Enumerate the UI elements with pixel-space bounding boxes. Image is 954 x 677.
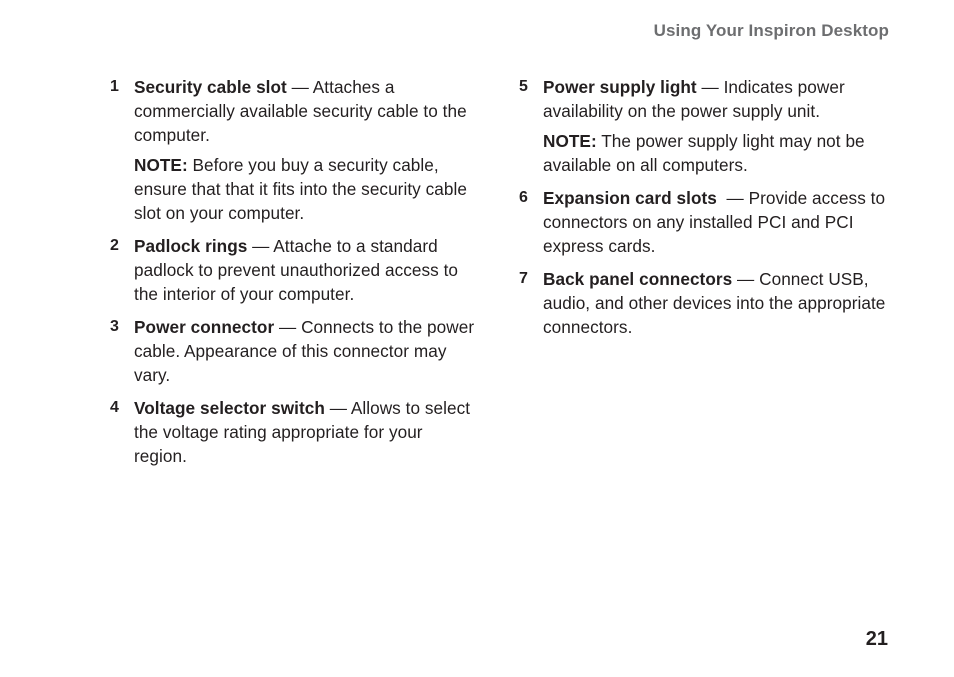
list-item-expansion-card-slots	[519, 186, 889, 258]
item-text: — Connects to the power cable. Appearance of this connector may vary.	[134, 317, 475, 385]
item-text: — Indicates power availability on the power supply unit.	[543, 77, 845, 121]
item-description	[134, 75, 480, 147]
list-item-security-cable-slot	[110, 75, 480, 225]
page-number: 21	[865, 628, 888, 650]
item-number: 7	[519, 270, 528, 287]
right-column	[519, 75, 889, 348]
item-term: Power connector	[134, 317, 275, 337]
item-term: Security cable slot	[134, 77, 287, 97]
item-number: 2	[110, 237, 119, 254]
note-label: NOTE:	[543, 131, 597, 151]
left-column	[110, 75, 480, 477]
note-text: Before you buy a security cable, ensure that that it fits into the security cable slot on your computer.	[134, 155, 467, 223]
item-number: 1	[110, 78, 119, 95]
item-number: 4	[110, 399, 119, 416]
item-number: 5	[519, 78, 528, 95]
item-term: Back panel connectors	[543, 269, 733, 289]
item-description	[134, 315, 480, 387]
list-item-power-connector	[110, 315, 480, 387]
item-text: — Allows to select the voltage rating appropriate for your region.	[134, 398, 471, 466]
item-note	[543, 129, 889, 177]
note-label: NOTE:	[134, 155, 188, 175]
item-number: 3	[110, 318, 119, 335]
item-description	[134, 396, 480, 468]
list-item-power-supply-light	[519, 75, 889, 177]
item-term: Expansion card slots	[543, 188, 717, 208]
list-item-voltage-selector-switch	[110, 396, 480, 468]
item-text: — Attaches a commercially available security cable to the computer.	[134, 77, 467, 145]
item-term: Power supply light	[543, 77, 697, 97]
item-text: — Attache to a standard padlock to prevent unauthorized access to the interior of your computer.	[134, 236, 459, 304]
item-term: Voltage selector switch	[134, 398, 325, 418]
item-text: — Connect USB, audio, and other devices into the appropriate connectors.	[543, 269, 886, 337]
list-item-back-panel-connectors	[519, 267, 889, 339]
list-item-padlock-rings	[110, 234, 480, 306]
item-text: — Provide access to connectors on any installed PCI and PCI express cards.	[543, 188, 890, 256]
item-description	[543, 186, 889, 258]
item-term: Padlock rings	[134, 236, 248, 256]
item-number: 6	[519, 189, 528, 206]
item-note	[134, 153, 480, 225]
item-description	[134, 234, 480, 306]
running-header: Using Your Inspiron Desktop	[653, 21, 889, 40]
item-description	[543, 75, 889, 123]
item-description	[543, 267, 889, 339]
note-text: The power supply light may not be available on all computers.	[543, 131, 865, 175]
